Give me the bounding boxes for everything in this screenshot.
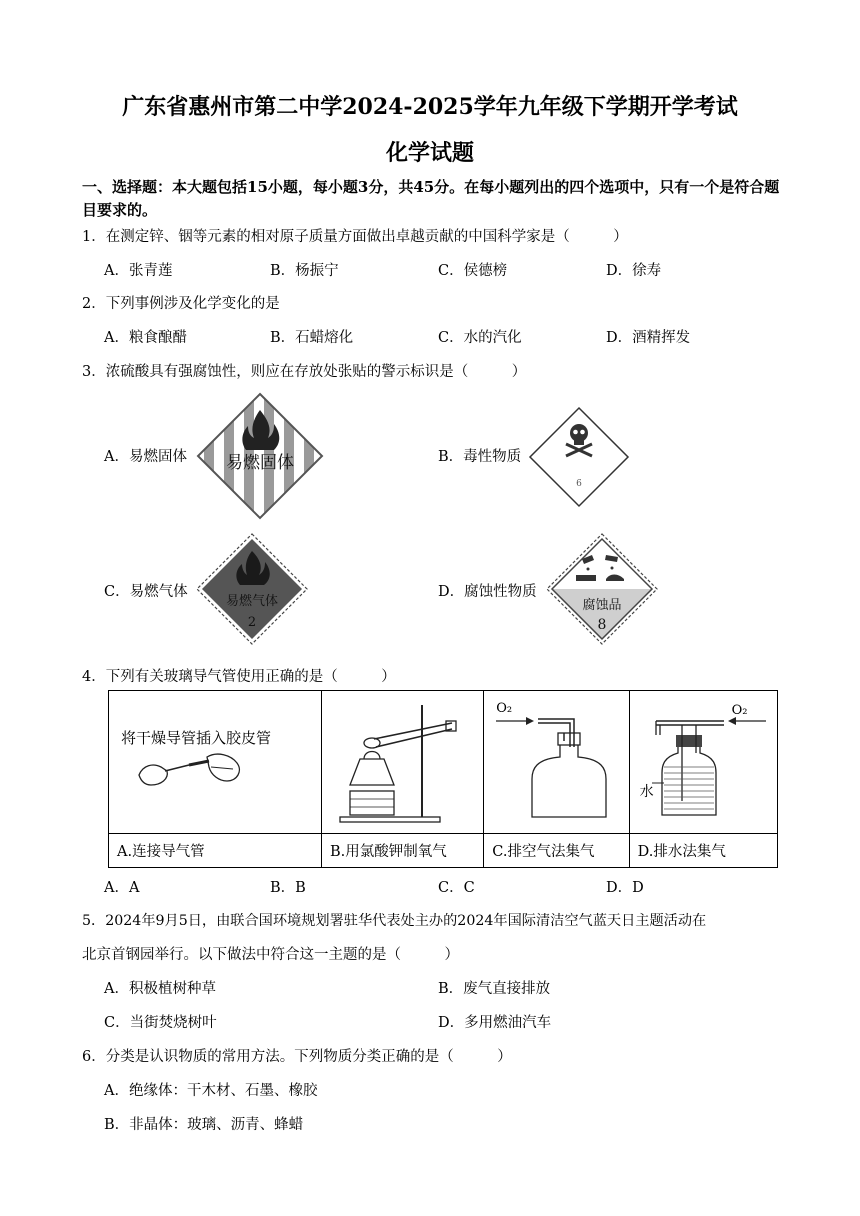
sign-d-number: 8 (597, 617, 607, 633)
question-6-stem: 6．分类是认识物质的常用方法。下列物质分类正确的是（ ） (82, 1049, 512, 1065)
flammable-solid-sign (196, 392, 324, 520)
panel-c (484, 691, 629, 834)
q2-option-c[interactable]: C．水的汽化 (438, 330, 522, 346)
panel-d-water-label: 水 (639, 784, 654, 800)
caption-a: A.连接导气管 (109, 834, 322, 868)
sign-b-number: 6 (576, 479, 582, 489)
q5-option-a[interactable]: A．积极植树种草 (104, 981, 216, 997)
air-displacement-bottle-icon (494, 713, 622, 825)
toxic-substance-sign (528, 406, 630, 508)
q4-option-b[interactable]: B．B (270, 880, 306, 896)
sign-c-text: 易燃气体 (225, 594, 279, 609)
section-heading: 一、选择题：本大题包括15小题，每小题3分，共45分。在每小题列出的四个选项中，只有一个是符合题目要求的。 (82, 178, 780, 219)
q5-option-b[interactable]: B．废气直接排放 (438, 981, 551, 997)
panel-a-text: 将干燥导管插入胶皮管 (121, 729, 272, 747)
question-1-stem: 1．在测定锌、铟等元素的相对原子质量方面做出卓越贡献的中国科学家是（ ） (82, 229, 628, 245)
caption-c: C.排空气法集气 (484, 834, 629, 868)
potassium-chlorate-setup-icon (334, 699, 474, 825)
flammable-gas-sign (196, 533, 308, 645)
hands-inserting-tube-icon (137, 753, 247, 793)
q3-option-b[interactable]: B．毒性物质 (438, 449, 522, 465)
q5-option-d[interactable]: D．多用燃油汽车 (438, 1015, 552, 1031)
corrosive-substance-sign (546, 533, 658, 645)
sign-c-number: 2 (247, 615, 257, 630)
q1-option-c[interactable]: C．侯德榜 (438, 263, 508, 279)
q1-option-a[interactable]: A．张青莲 (104, 263, 173, 279)
q6-option-a[interactable]: A．绝缘体：干木材、石墨、橡胶 (104, 1083, 318, 1099)
q4-option-a[interactable]: A．A (104, 880, 140, 896)
question-5-stem-line2: 北京首钢园举行。以下做法中符合这一主题的是（ ） (82, 947, 459, 963)
q2-option-a[interactable]: A．粮食酿醋 (104, 330, 187, 346)
caption-b: B.用氯酸钾制氧气 (322, 834, 484, 868)
q6-option-b[interactable]: B．非晶体：玻璃、沥青、蜂蜡 (104, 1117, 304, 1133)
caption-d: D.排水法集气 (629, 834, 777, 868)
question-2-stem: 2．下列事例涉及化学变化的是 (82, 296, 280, 312)
q4-option-d[interactable]: D．D (606, 880, 644, 896)
panel-a (109, 691, 322, 834)
q2-option-b[interactable]: B．石蜡熔化 (270, 330, 354, 346)
panel-d-gas-label: O₂ (731, 703, 748, 718)
q3-option-a[interactable]: A．易燃固体 (104, 449, 187, 465)
question-5-stem-line1: 5．2024年9月5日，由联合国环境规划署驻华代表处主办的2024年国际清洁空气蓝天日主题活动在 (82, 913, 707, 929)
panel-d (629, 691, 777, 834)
question-4-stem: 4．下列有关玻璃导气管使用正确的是（ ） (82, 669, 396, 685)
q3-option-d[interactable]: D．腐蚀性物质 (438, 584, 537, 600)
exam-title: 广东省惠州市第二中学2024-2025学年九年级下学期开学考试 (122, 94, 738, 120)
apparatus-table (108, 690, 778, 868)
sign-d-text: 腐蚀品 (582, 598, 622, 613)
q1-option-b[interactable]: B．杨振宁 (270, 263, 339, 279)
sign-a-text: 易燃固体 (226, 453, 294, 473)
q1-option-d[interactable]: D．徐寿 (606, 263, 662, 279)
q5-option-c[interactable]: C．当街焚烧树叶 (104, 1015, 217, 1031)
q3-option-c[interactable]: C．易燃气体 (104, 584, 188, 600)
q2-option-d[interactable]: D．酒精挥发 (606, 330, 691, 346)
q4-option-c[interactable]: C．C (438, 880, 475, 896)
question-3-stem: 3．浓硫酸具有强腐蚀性，则应在存放处张贴的警示标识是（ ） (82, 364, 527, 380)
water-displacement-bottle-icon (638, 711, 774, 821)
panel-c-gas-label: O₂ (496, 701, 513, 716)
exam-subtitle: 化学试题 (385, 140, 474, 166)
panel-b (322, 691, 484, 834)
